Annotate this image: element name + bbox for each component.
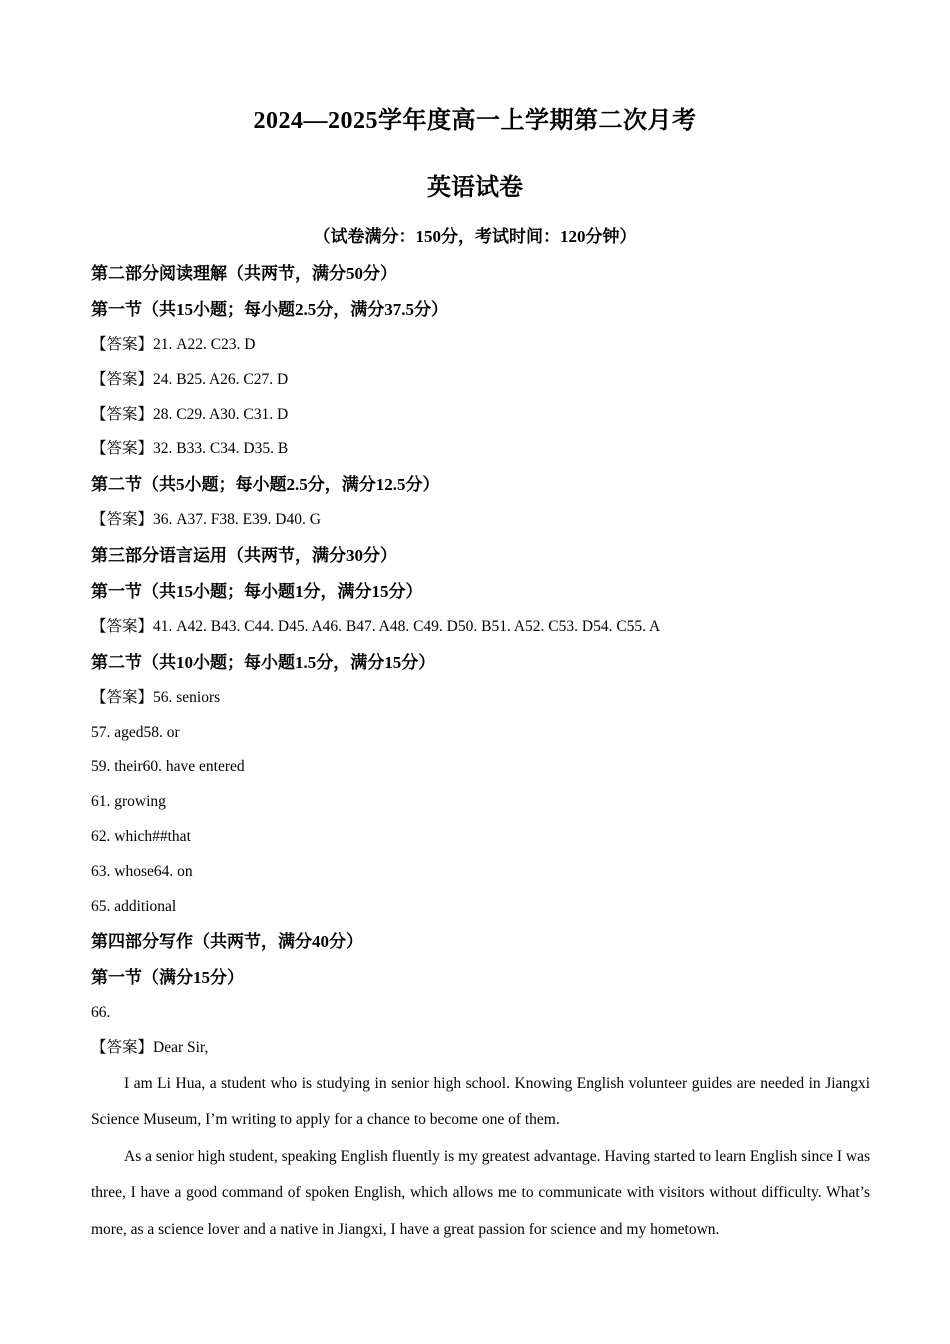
essay-paragraph: As a senior high student, speaking English fluently is my greatest advantage. Having started to learn English since I was three, I have a good command of spoken English, which allows me to communicate with visitors without difficulty. What’s more, as a science lover and a native in Jiangxi, I have a great passion for science and my hometown.	[91, 1147, 870, 1238]
answer-line: 62. which##that	[91, 827, 191, 845]
answer-line: 【答案】Dear Sir,	[91, 1039, 209, 1057]
exam-info: （试卷满分：150分，考试时间：120分钟）	[313, 227, 637, 246]
part4-section1-heading: 第一节（满分15分）	[91, 968, 244, 988]
answer-line: 57. aged58. or	[91, 723, 180, 741]
answer-content	[91, 256, 870, 1248]
answer-line: 61. growing	[91, 793, 166, 811]
answer-line: 【答案】41. A42. B43. C44. D45. A46. B47. A48. C49. D50. B51. A52. C53. D54. C55. A	[91, 617, 661, 635]
answer-line: 63. whose64. on	[91, 862, 193, 880]
answer-line: 【答案】32. B33. C34. D35. B	[91, 440, 289, 458]
part2-section2-heading: 第二节（共5小题；每小题2.5分，满分12.5分）	[91, 475, 440, 495]
answer-line: 59. their60. have entered	[91, 758, 245, 776]
answer-line: 【答案】24. B25. A26. C27. D	[91, 370, 289, 388]
part2-section1-heading: 第一节（共15小题；每小题2.5分，满分37.5分）	[91, 300, 448, 319]
answer-line: 【答案】21. A22. C23. D	[91, 336, 256, 353]
part3-section2-heading: 第二节（共10小题；每小题1.5分，满分15分）	[91, 652, 436, 672]
answer-line: 65. additional	[91, 897, 177, 915]
answer-line: 【答案】28. C29. A30. C31. D	[91, 405, 289, 423]
essay-paragraph: I am Li Hua, a student who is studying in senior high school. Knowing English volunteer guides are needed in Jiangxi Science Museum, I’m writing to apply for a chance to become one of them.	[91, 1074, 870, 1129]
question-number: 66.	[91, 1004, 111, 1022]
part4-heading: 第四部分写作（共两节，满分40分）	[91, 932, 363, 952]
exam-title: 2024—2025学年度高一上学期第二次月考	[253, 108, 697, 134]
answer-line: 【答案】56. seniors	[91, 688, 221, 706]
part3-section1-heading: 第一节（共15小题；每小题1分，满分15分）	[91, 581, 423, 601]
exam-subject: 英语试卷	[427, 175, 523, 201]
part2-heading: 第二部分阅读理解（共两节，满分50分）	[91, 264, 397, 283]
part3-heading: 第三部分语言运用（共两节，满分30分）	[91, 545, 397, 565]
answer-line: 【答案】36. A37. F38. E39. D40. G	[91, 511, 321, 529]
